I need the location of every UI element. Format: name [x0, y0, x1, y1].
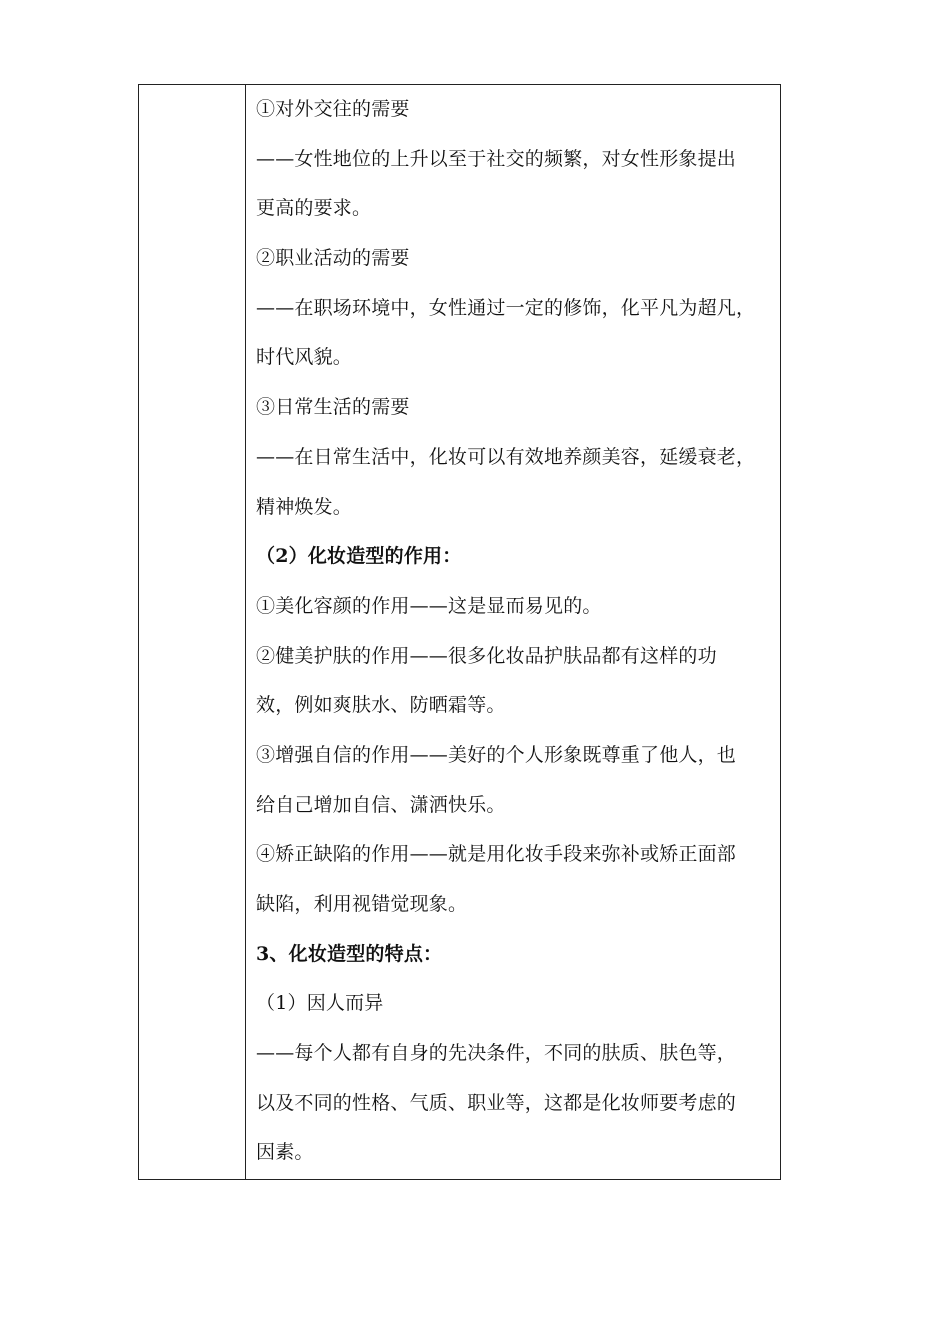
text-line: ①美化容颜的作用——这是显而易见的。	[256, 594, 602, 617]
text-line: ——女性地位的上升以至于社交的频繁，对女性形象提出	[256, 147, 737, 170]
text-line: ③增强自信的作用——美好的个人形象既尊重了他人，也	[256, 743, 737, 766]
table-text-cell	[246, 85, 780, 1179]
text-line: 缺陷，利用视错觉现象。	[256, 893, 468, 915]
text-line: ——在日常生活中，化妆可以有效地养颜美容，延缓衰老，	[256, 445, 756, 468]
table-left-cell	[139, 85, 246, 1179]
text-line: ②健美护肤的作用——很多化妆品护肤品都有这样的功	[256, 644, 717, 667]
text-line: 因素。	[256, 1141, 314, 1164]
section-heading: （2）化妆造型的作用：	[256, 545, 462, 568]
content-table	[138, 84, 781, 1180]
text-line: （1）因人而异	[256, 992, 384, 1015]
text-line: ——每个人都有自身的先决条件，不同的肤质、肤色等，	[256, 1042, 737, 1065]
text-line: 效，例如爽肤水、防晒霜等。	[256, 694, 506, 717]
text-line: 给自己增加自信、潇洒快乐。	[256, 793, 506, 816]
text-line: 更高的要求。	[256, 197, 372, 220]
section-heading: 3、化妆造型的特点：	[256, 942, 443, 965]
text-line: ③日常生活的需要	[256, 396, 410, 419]
text-line: 时代风貌。	[256, 346, 353, 369]
text-line: 以及不同的性格、气质、职业等，这都是化妆师要考虑的	[256, 1091, 737, 1114]
text-line: ②职业活动的需要	[256, 247, 410, 270]
text-line: ——在职场环境中，女性通过一定的修饰，化平凡为超凡，	[256, 296, 756, 319]
text-line: ④矫正缺陷的作用——就是用化妆手段来弥补或矫正面部	[256, 843, 737, 866]
text-line: ①对外交往的需要	[256, 98, 410, 120]
text-line: 精神焕发。	[256, 495, 353, 518]
